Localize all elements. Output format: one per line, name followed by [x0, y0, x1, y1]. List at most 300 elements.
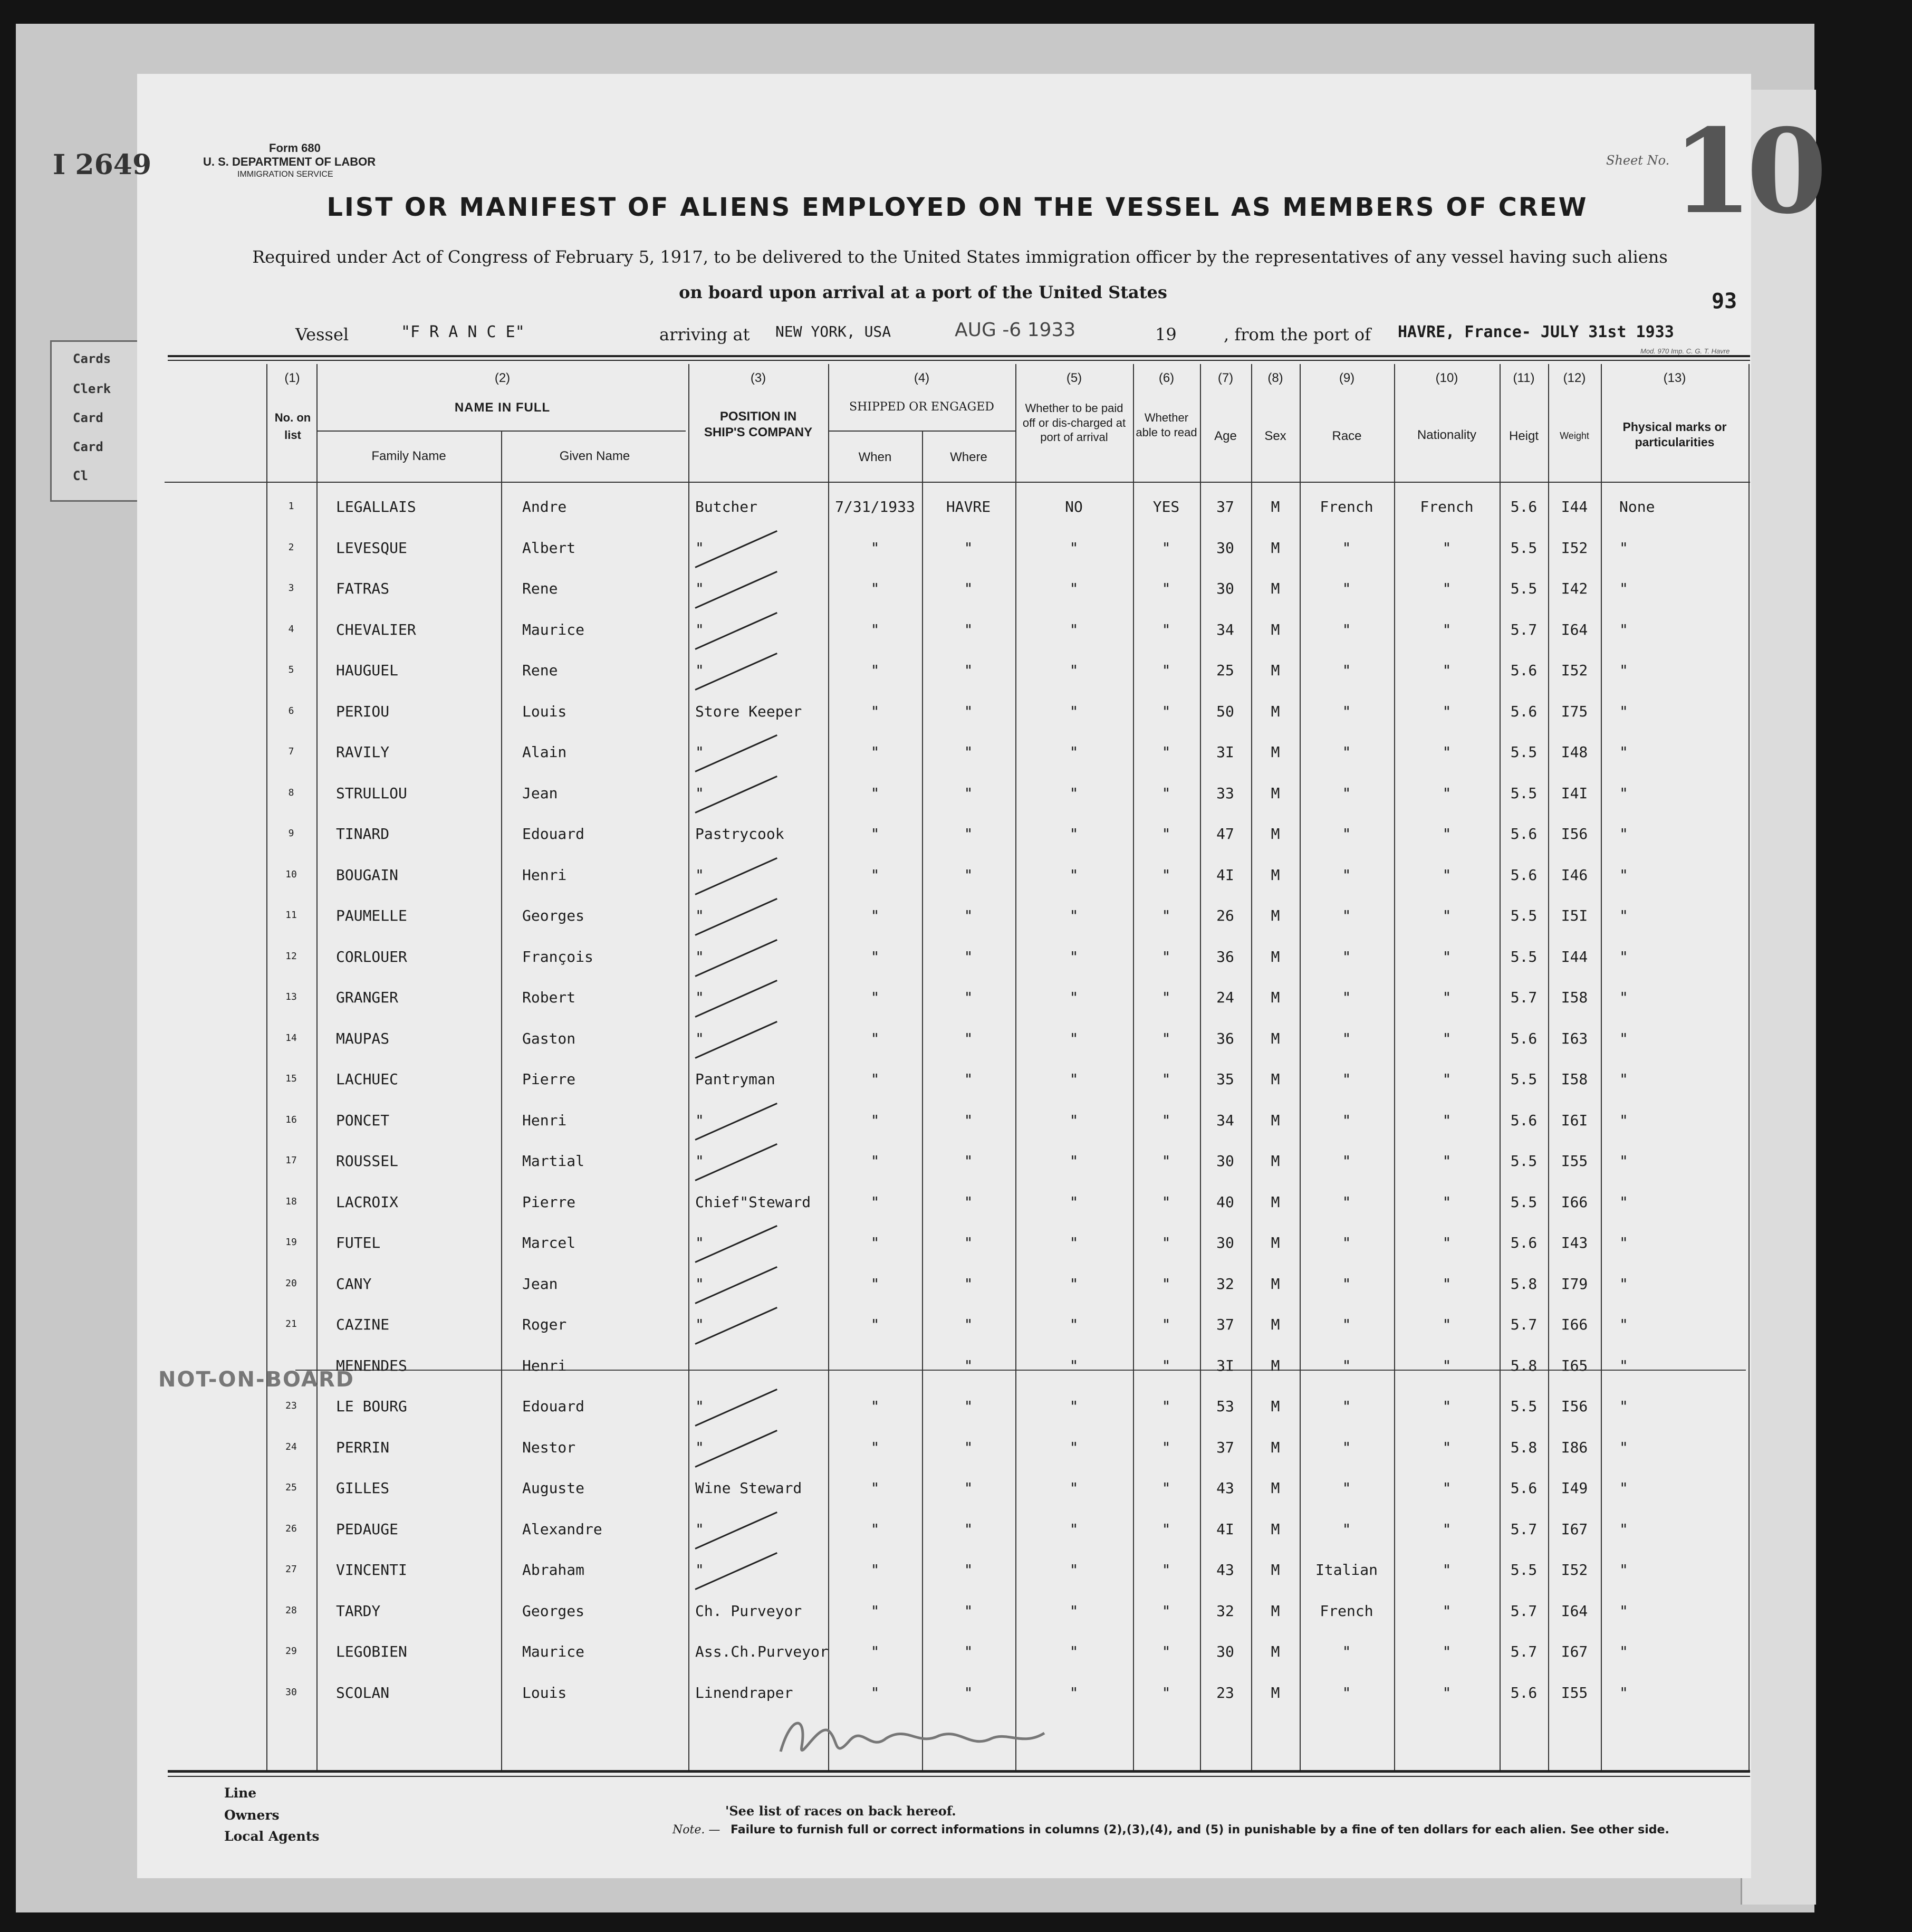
col-num-13: (13)	[1663, 371, 1686, 385]
cell-position: "	[695, 1111, 704, 1129]
cell-nationality: "	[1442, 702, 1452, 720]
cell-age: 4I	[1216, 866, 1234, 884]
cell-able-to-read: "	[1161, 662, 1171, 679]
column-rule	[1500, 364, 1501, 1770]
cell-where: "	[964, 1029, 973, 1047]
cell-family-name: LEGOBIEN	[336, 1643, 407, 1660]
cell-able-to-read: "	[1161, 1070, 1171, 1088]
cell-no: 21	[285, 1318, 297, 1330]
column-rule	[828, 364, 829, 1770]
column-rule	[1251, 364, 1252, 1770]
col-num-2: (2)	[494, 371, 511, 385]
cell-height: 5.6	[1510, 498, 1538, 515]
sheet-number: 10	[1672, 103, 1821, 240]
cell-where: "	[964, 1643, 973, 1660]
cell-given-name: Henri	[522, 1111, 567, 1129]
cell-sex: M	[1271, 1152, 1280, 1170]
cell-age: 37	[1216, 498, 1234, 515]
column-rule	[1748, 364, 1750, 1770]
cell-paid-off: "	[1069, 784, 1079, 802]
cell-able-to-read: "	[1161, 1643, 1171, 1660]
cell-no: 24	[285, 1441, 297, 1452]
table-top-rule	[168, 355, 1750, 357]
cell-race: "	[1342, 1316, 1351, 1333]
cell-able-to-read: "	[1161, 1479, 1171, 1497]
cell-age: 53	[1216, 1398, 1234, 1415]
cell-race: Italian	[1315, 1561, 1378, 1579]
cell-when: "	[870, 1070, 880, 1088]
vessel-label: Vessel	[295, 324, 349, 345]
cell-where: "	[964, 1398, 973, 1415]
cell-family-name: LE BOURG	[336, 1398, 407, 1415]
cell-race: "	[1342, 1356, 1351, 1374]
col-num-3: (3)	[750, 371, 766, 385]
cell-position: "	[695, 743, 704, 761]
cell-race: "	[1342, 1479, 1351, 1497]
cell-where: "	[964, 580, 973, 597]
cell-able-to-read: "	[1161, 580, 1171, 597]
cell-no: 5	[288, 664, 294, 675]
cell-paid-off: "	[1069, 1111, 1079, 1129]
cell-physical-marks: "	[1619, 1070, 1628, 1088]
column-rule	[688, 364, 689, 1770]
cell-height: 5.5	[1510, 1193, 1538, 1211]
cell-family-name: RAVILY	[336, 743, 390, 761]
margin-card-line: Cl	[73, 468, 88, 483]
cell-age: 47	[1216, 825, 1234, 843]
cell-position: "	[695, 989, 704, 1006]
cell-position: "	[695, 539, 704, 557]
cell-no: 26	[285, 1523, 297, 1534]
cell-age: 43	[1216, 1479, 1234, 1497]
header-given-name: Given Name	[559, 449, 630, 463]
table-top-rule	[168, 360, 1750, 361]
cell-age: 32	[1216, 1275, 1234, 1293]
cell-paid-off: "	[1069, 1479, 1079, 1497]
cell-where: HAVRE	[946, 498, 991, 515]
cell-sex: M	[1271, 866, 1280, 884]
cell-given-name: Henri	[522, 1356, 567, 1374]
cell-when: "	[870, 620, 880, 638]
cell-nationality: "	[1442, 1398, 1452, 1415]
cell-family-name: ROUSSEL	[336, 1152, 399, 1170]
cell-height: 5.6	[1510, 662, 1538, 679]
cell-race: "	[1342, 1111, 1351, 1129]
cell-sex: M	[1271, 1356, 1280, 1374]
cell-family-name: PERIOU	[336, 702, 390, 720]
cell-sex: M	[1271, 498, 1280, 515]
cell-paid-off: "	[1069, 1520, 1079, 1538]
cell-height: 5.8	[1510, 1356, 1538, 1374]
cell-nationality: "	[1442, 1275, 1452, 1293]
cell-physical-marks: "	[1619, 1602, 1628, 1620]
cell-family-name: TINARD	[336, 825, 390, 843]
cell-sex: M	[1271, 1398, 1280, 1415]
cell-able-to-read: "	[1161, 907, 1171, 924]
cell-weight: I52	[1561, 539, 1588, 557]
cell-family-name: GRANGER	[336, 989, 399, 1006]
cell-race: "	[1342, 866, 1351, 884]
cell-position: "	[695, 662, 704, 679]
cell-when: "	[870, 784, 880, 802]
footer-agents-label: Local Agents	[224, 1829, 320, 1844]
cell-able-to-read: "	[1161, 620, 1171, 638]
cell-weight: I42	[1561, 580, 1588, 597]
header-family-name: Family Name	[371, 449, 446, 463]
cell-age: 30	[1216, 1152, 1234, 1170]
cell-race: French	[1320, 1602, 1373, 1620]
header-sex: Sex	[1264, 429, 1286, 443]
cell-no: 28	[285, 1604, 297, 1616]
cell-family-name: CAZINE	[336, 1316, 390, 1333]
cell-physical-marks: "	[1619, 1438, 1628, 1456]
cell-paid-off: "	[1069, 1643, 1079, 1660]
cell-when: "	[870, 1643, 880, 1660]
cell-height: 5.5	[1510, 784, 1538, 802]
cell-able-to-read: "	[1161, 1234, 1171, 1251]
cell-able-to-read: "	[1161, 1193, 1171, 1211]
cell-race: "	[1342, 948, 1351, 965]
cell-no: 25	[285, 1482, 297, 1493]
cell-age: 35	[1216, 1070, 1234, 1088]
cell-paid-off: "	[1069, 1684, 1079, 1701]
cell-weight: I6I	[1561, 1111, 1588, 1129]
header-paid-off: Whether to be paid off or dis-charged at port of arrival	[1022, 401, 1126, 444]
cell-sex: M	[1271, 907, 1280, 924]
col-num-12: (12)	[1563, 371, 1586, 385]
cell-nationality: "	[1442, 1029, 1452, 1047]
cell-race: "	[1342, 825, 1351, 843]
cell-when: "	[870, 989, 880, 1006]
cell-race: "	[1342, 1438, 1351, 1456]
cell-paid-off: "	[1069, 1193, 1079, 1211]
cell-given-name: Edouard	[522, 1398, 585, 1415]
cell-when: "	[870, 539, 880, 557]
cell-family-name: GILLES	[336, 1479, 390, 1497]
cell-given-name: Rene	[522, 580, 558, 597]
cell-sex: M	[1271, 1070, 1280, 1088]
cell-when: "	[870, 1398, 880, 1415]
page-title: LIST OR MANIFEST OF ALIENS EMPLOYED ON THE VESSEL AS MEMBERS OF CREW	[326, 193, 1588, 222]
cell-weight: I67	[1561, 1520, 1588, 1538]
cell-physical-marks: "	[1619, 866, 1628, 884]
cell-height: 5.6	[1510, 866, 1538, 884]
cell-weight: I63	[1561, 1029, 1588, 1047]
cell-height: 5.5	[1510, 539, 1538, 557]
cell-position: Wine Steward	[695, 1479, 802, 1497]
printer-note: Mod. 970 Imp. C. G. T. Havre	[1640, 347, 1730, 355]
vessel-name: "F R A N C E"	[401, 323, 525, 341]
cell-age: 24	[1216, 989, 1234, 1006]
cell-age: 36	[1216, 948, 1234, 965]
cell-weight: I58	[1561, 989, 1588, 1006]
cell-paid-off: "	[1069, 825, 1079, 843]
cell-position: "	[695, 1152, 704, 1170]
inspector-signature	[770, 1709, 1065, 1767]
cell-sex: M	[1271, 948, 1280, 965]
cell-physical-marks: "	[1619, 1029, 1628, 1047]
cell-nationality: "	[1442, 662, 1452, 679]
cell-no: 17	[285, 1155, 297, 1166]
cell-given-name: Rene	[522, 662, 558, 679]
cell-sex: M	[1271, 1111, 1280, 1129]
cell-able-to-read: "	[1161, 1398, 1171, 1415]
subtitle-line-1: Required under Act of Congress of February 5, 1917, to be delivered to the United States immigration officer by the representatives of any vessel having such aliens	[252, 247, 1668, 267]
cell-physical-marks: "	[1619, 907, 1628, 924]
cell-nationality: "	[1442, 1561, 1452, 1579]
cell-paid-off: "	[1069, 1398, 1079, 1415]
cell-given-name: Alain	[522, 743, 567, 761]
cell-where: "	[964, 1356, 973, 1374]
cell-no: 14	[285, 1032, 297, 1044]
cell-no: 10	[285, 868, 297, 880]
cell-height: 5.5	[1510, 1070, 1538, 1088]
cell-weight: I52	[1561, 662, 1588, 679]
cell-weight: I79	[1561, 1275, 1588, 1293]
cell-position: "	[695, 1275, 704, 1293]
header-physical-marks: Physical marks or particularities	[1622, 420, 1727, 449]
cell-when: "	[870, 907, 880, 924]
cell-race: "	[1342, 702, 1351, 720]
footer-line-label: Line	[224, 1785, 257, 1801]
table-bottom-rule	[168, 1770, 1750, 1773]
cell-physical-marks: "	[1619, 1234, 1628, 1251]
cell-race: "	[1342, 1275, 1351, 1293]
header-nationality: Nationality	[1417, 428, 1477, 442]
cell-family-name: MAUPAS	[336, 1029, 390, 1047]
cell-physical-marks: "	[1619, 1684, 1628, 1701]
cell-age: 30	[1216, 539, 1234, 557]
cell-when: "	[870, 1275, 880, 1293]
cell-weight: I67	[1561, 1643, 1588, 1660]
cell-height: 5.5	[1510, 948, 1538, 965]
cell-given-name: Marcel	[522, 1234, 576, 1251]
cell-position: Store Keeper	[695, 702, 802, 720]
cell-height: 5.7	[1510, 1316, 1538, 1333]
cell-age: 3I	[1216, 1356, 1234, 1374]
cell-height: 5.8	[1510, 1438, 1538, 1456]
cell-no: 12	[285, 950, 297, 962]
cell-race: "	[1342, 620, 1351, 638]
cell-sex: M	[1271, 825, 1280, 843]
cell-weight: I55	[1561, 1152, 1588, 1170]
cell-given-name: Georges	[522, 907, 585, 924]
cell-given-name: Martial	[522, 1152, 585, 1170]
cell-no: 2	[288, 541, 294, 553]
cell-sex: M	[1271, 989, 1280, 1006]
cell-position: "	[695, 907, 704, 924]
cell-family-name: STRULLOU	[336, 784, 407, 802]
cell-physical-marks: "	[1619, 1520, 1628, 1538]
cell-given-name: François	[522, 948, 593, 965]
cell-position: Linendraper	[695, 1684, 793, 1701]
cell-able-to-read: "	[1161, 1152, 1171, 1170]
cell-able-to-read: "	[1161, 784, 1171, 802]
cell-sex: M	[1271, 620, 1280, 638]
cell-race: "	[1342, 1684, 1351, 1701]
cell-sex: M	[1271, 1479, 1280, 1497]
cell-able-to-read: "	[1161, 1684, 1171, 1701]
column-rule	[316, 364, 318, 1770]
cell-family-name: FUTEL	[336, 1234, 381, 1251]
cell-where: "	[964, 1234, 973, 1251]
cell-age: 36	[1216, 1029, 1234, 1047]
cell-weight: I56	[1561, 1398, 1588, 1415]
year-prefix: 19	[1155, 324, 1177, 345]
cell-age: 40	[1216, 1193, 1234, 1211]
cell-when: "	[870, 1316, 880, 1333]
cell-when: "	[870, 1438, 880, 1456]
cell-when: "	[870, 1520, 880, 1538]
cell-when: 7/31/1933	[835, 498, 915, 515]
cell-paid-off: "	[1069, 743, 1079, 761]
arriving-label: arriving at	[659, 324, 750, 345]
cell-where: "	[964, 989, 973, 1006]
cell-able-to-read: "	[1161, 1275, 1171, 1293]
cell-no: 13	[285, 991, 297, 1002]
cell-given-name: Roger	[522, 1316, 567, 1333]
cell-family-name: MENENDES	[336, 1356, 407, 1374]
cell-paid-off: "	[1069, 907, 1079, 924]
cell-paid-off: "	[1069, 702, 1079, 720]
cell-height: 5.5	[1510, 907, 1538, 924]
cell-no: 18	[285, 1195, 297, 1207]
cell-paid-off: "	[1069, 620, 1079, 638]
cell-position: "	[695, 1316, 704, 1333]
cell-position: "	[695, 1398, 704, 1415]
cell-physical-marks: "	[1619, 784, 1628, 802]
cell-paid-off: "	[1069, 866, 1079, 884]
cell-paid-off: "	[1069, 662, 1079, 679]
header-when: When	[858, 450, 892, 464]
cell-able-to-read: "	[1161, 1602, 1171, 1620]
subtitle-line-2: on board upon arrival at a port of the United States	[679, 282, 1167, 302]
cell-physical-marks: "	[1619, 1643, 1628, 1660]
cell-race: "	[1342, 1070, 1351, 1088]
cell-family-name: FATRAS	[336, 580, 390, 597]
cell-family-name: PEDAUGE	[336, 1520, 399, 1538]
cell-weight: I86	[1561, 1438, 1588, 1456]
column-rule	[922, 431, 923, 1770]
header-where: Where	[950, 450, 987, 464]
cell-where: "	[964, 702, 973, 720]
cell-family-name: HAUGUEL	[336, 662, 399, 679]
not-on-board-stamp: NOT-ON-BOARD	[158, 1367, 354, 1392]
cell-paid-off: "	[1069, 1234, 1079, 1251]
cell-nationality: "	[1442, 825, 1452, 843]
cell-age: 30	[1216, 580, 1234, 597]
cell-no: 11	[285, 910, 297, 921]
cell-physical-marks: "	[1619, 1275, 1628, 1293]
header-race: Race	[1332, 429, 1362, 443]
cell-position: Ch. Purveyor	[695, 1602, 802, 1620]
cell-nationality: French	[1420, 498, 1474, 515]
cell-sex: M	[1271, 1602, 1280, 1620]
cell-sex: M	[1271, 539, 1280, 557]
column-rule	[1548, 364, 1549, 1770]
column-rule	[1601, 364, 1602, 1770]
cell-race: "	[1342, 1152, 1351, 1170]
footer-owners-label: Owners	[224, 1807, 280, 1823]
header-shipped-engaged: SHIPPED OR ENGAGED	[849, 400, 994, 414]
cell-where: "	[964, 1561, 973, 1579]
cell-family-name: CHEVALIER	[336, 620, 416, 638]
cell-where: "	[964, 907, 973, 924]
cell-nationality: "	[1442, 1643, 1452, 1660]
cell-given-name: Henri	[522, 866, 567, 884]
cell-height: 5.6	[1510, 1234, 1538, 1251]
cell-where: "	[964, 1602, 973, 1620]
cell-weight: I75	[1561, 702, 1588, 720]
cell-sex: M	[1271, 662, 1280, 679]
cell-sex: M	[1271, 1438, 1280, 1456]
cell-nationality: "	[1442, 539, 1452, 557]
cell-given-name: Pierre	[522, 1070, 576, 1088]
cell-race: "	[1342, 989, 1351, 1006]
cell-nationality: "	[1442, 1070, 1452, 1088]
cell-paid-off: "	[1069, 1602, 1079, 1620]
cell-able-to-read: "	[1161, 989, 1171, 1006]
cell-paid-off: "	[1069, 1561, 1079, 1579]
cell-no: 6	[288, 705, 294, 716]
cell-nationality: "	[1442, 1602, 1452, 1620]
cell-position: "	[695, 1520, 704, 1538]
cell-age: 33	[1216, 784, 1234, 802]
cell-when: "	[870, 1561, 880, 1579]
cell-weight: I66	[1561, 1193, 1588, 1211]
cell-height: 5.7	[1510, 620, 1538, 638]
cell-given-name: Edouard	[522, 825, 585, 843]
cell-given-name: Maurice	[522, 1643, 585, 1660]
cell-physical-marks: "	[1619, 620, 1628, 638]
cell-height: 5.6	[1510, 1111, 1538, 1129]
cell-when: "	[870, 1152, 880, 1170]
cell-race: "	[1342, 743, 1351, 761]
cell-height: 5.6	[1510, 825, 1538, 843]
cell-physical-marks: "	[1619, 1561, 1628, 1579]
cell-nationality: "	[1442, 743, 1452, 761]
cell-given-name: Robert	[522, 989, 576, 1006]
table-bottom-rule	[168, 1776, 1750, 1777]
margin-card-line: Card	[73, 439, 103, 454]
cell-able-to-read: "	[1161, 539, 1171, 557]
cell-height: 5.6	[1510, 1479, 1538, 1497]
cell-when: "	[870, 1479, 880, 1497]
cell-race: "	[1342, 1643, 1351, 1660]
cell-physical-marks: None	[1619, 498, 1655, 515]
cell-given-name: Jean	[522, 784, 558, 802]
cell-paid-off: "	[1069, 580, 1079, 597]
cell-race: "	[1342, 580, 1351, 597]
col-num-1: (1)	[284, 371, 300, 385]
sheet-label: Sheet No.	[1606, 153, 1670, 168]
cell-family-name: PONCET	[336, 1111, 390, 1129]
cell-physical-marks: "	[1619, 662, 1628, 679]
cell-nationality: "	[1442, 580, 1452, 597]
cell-weight: I44	[1561, 498, 1588, 515]
cell-family-name: SCOLAN	[336, 1684, 390, 1701]
cell-paid-off: "	[1069, 1275, 1079, 1293]
cell-position: "	[695, 1561, 704, 1579]
cell-family-name: LACROIX	[336, 1193, 399, 1211]
cell-race: French	[1320, 498, 1373, 515]
cell-where: "	[964, 1070, 973, 1088]
cell-height: 5.5	[1510, 1152, 1538, 1170]
cell-physical-marks: "	[1619, 1152, 1628, 1170]
cell-nationality: "	[1442, 1316, 1452, 1333]
from-port-label: , from the port of	[1224, 324, 1371, 345]
cell-paid-off: "	[1069, 948, 1079, 965]
